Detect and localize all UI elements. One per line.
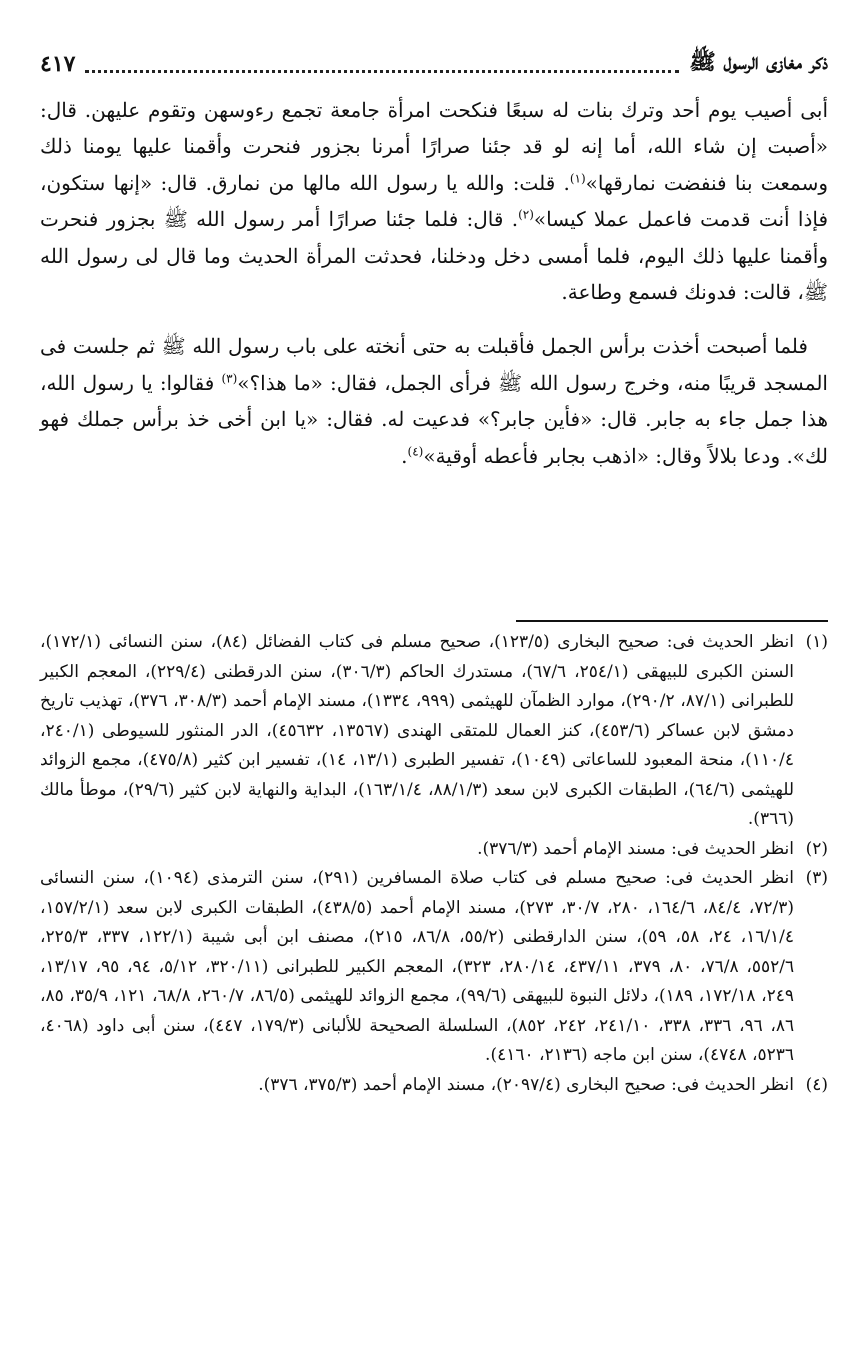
- paragraph-text: فقالوا: يا رسول الله، هذا جمل جاء به جابر. قال: «فأين جابر؟» فدعيت له. فقال: «يا ابن أخى خذ برأس جملك فهو لك». ودعا بلالاً وقال: «اذهب بجابر فأعطه أوقية»: [40, 370, 828, 468]
- footnote-item: [40, 835, 828, 865]
- main-text: [40, 92, 828, 474]
- footnote-item: [40, 628, 828, 835]
- paragraph: [40, 92, 828, 310]
- footnote-ref: (٣): [221, 371, 238, 386]
- footnote-item: [40, 1071, 828, 1101]
- paragraph-text: فلما أصبحت أخذت برأس الجمل فأقبلت به حتى أنخته على باب رسول الله ﷺ ثم جلست فى المسجد قريبًا منه، وخرج رسول الله ﷺ فرأى الجمل، فقال: «ما هذا؟»: [40, 334, 828, 395]
- footnote-text: انظر الحديث فى: صحيح مسلم فى كتاب صلاة المسافرين (٢٩١)، سنن الترمذى (١٠٩٤)، سنن النسائى (٧٢/٣، ٨٤/٤، ١٦٤/٦، ٢٨٠، ٣٠/٧، ٢٧٣)، مسند الإمام أحمد (٤٣٨/٥)، الطبقات الكبرى لابن سعد (١٥٧/٢/١، ١٦/١/٤، ٢٤، ٥٨، ٥٩)، سنن الدارقطنى (٥٥/٢، ٨٦/٨، ٢١٥)، مصنف ابن أبى شيبة (١٢٢/١، ٣٣٧، ٢٢٥/٣، ٥٥٢/٦، ٧٦/٨، ٨٠، ٣٧٩، ٤٣٧/١١، ٢٨٠/١٤، ٣٢٣)، المعجم الكبير للطبرانى (٣٢٠/١١، ٥/١٢، ٩٤، ٩٥، ١٣/١٧، ٢٤٩، ١٧٢/١٨، ١٨٩)، دلائل النبوة للبيهقى (٩٩/٦)، مجمع الزوائد للهيثمى (٨٦/٥، ٢٦٠/٧، ٦٨/٨، ١٢١، ٣٥/٩، ٨٥، ٨٦، ٩٦، ٣٣٦، ٣٣٨، ٢٤١/١٠، ٢٤٢، ٨٥٢)، السلسلة الصحيحة للألبانى (١٧٩/٣، ٤٤٧)، سنن أبى داود (٤٠٦٨، ٥٢٣٦، ٤٧٤٨)، سنن ابن ماجه (٢١٣٦، ٤١٦٠).: [40, 868, 795, 1065]
- footnote-text: انظر الحديث فى: مسند الإمام أحمد (٣٧٦/٣).: [477, 838, 794, 859]
- paragraph-text: . قال: فلما جئنا صرارًا أمر رسول الله ﷺ بجزور فنحرت وأقمنا عليها ذلك اليوم، فلما أمسى دخل ودخلنا، فحدثت المرأة الحديث وما قال لى رسول الله ﷺ، قالت: فدونك فسمع وطاعة.: [40, 207, 828, 305]
- page-number: ٤١٧: [40, 51, 76, 77]
- footnote-item: [40, 864, 828, 1071]
- footnote-separator: [516, 620, 828, 622]
- paragraph-text: أبى أصيب يوم أحد وترك بنات له سبعًا فنكحت امرأة جامعة تجمع رءوسهن وتقوم عليهن. قال: «أصبت إن شاء الله، أما إنه لو قد جئنا صرارًا أمرنا بجزور فنحرت وأقمنا عليها يومنا ذلك وسمعت بنا فنفضت نمارقها»: [40, 98, 829, 195]
- footnote-ref: (١): [569, 171, 586, 186]
- footnotes: [40, 628, 828, 1100]
- running-header: [40, 44, 828, 84]
- footnote-number: (٣): [805, 868, 828, 888]
- paragraph: [40, 328, 828, 474]
- footnote-number: (٢): [805, 838, 828, 859]
- footnote-ref: (٤): [407, 444, 424, 458]
- footnote-text: انظر الحديث فى: صحيح البخارى (٢٠٩٧/٤)، مسند الإمام أحمد (٣٧٥/٣، ٣٧٦).: [258, 1074, 794, 1095]
- footnote-number: (١): [805, 632, 828, 652]
- chapter-title: ذكر مغازى الرسول ﷺ: [689, 49, 828, 75]
- paragraph-text: .: [401, 443, 408, 468]
- footnote-ref: (٢): [518, 207, 534, 222]
- footnote-number: (٤): [805, 1074, 828, 1095]
- footnote-text: انظر الحديث فى: صحيح البخارى (١٢٣/٥)، صحيح مسلم فى كتاب الفضائل (٨٤)، سنن النسائى (١٧٢/١)، السنن الكبرى للبيهقى (٢٥٤/١، ٦٧/٦)، مستدرك الحاكم (٣٠٦/٣)، سنن الدرقطنى (٢٢٩/٤)، المعجم الكبير للطبرانى (٨٧/١، ٢٩٠/٢)، موارد الظمآن للهيثمى (٩٩٩، ١٣٣٤)، مسند الإمام أحمد (٣٠٨/٣، ٣٧٦)، تهذيب تاريخ دمشق لابن عساكر (٤٥٣/٦)، كنز العمال للمتقى الهندى (١٣٥٦٧، ٤٥٦٣٢)، الدر المنثور للسيوطى (٢٤٠/١، ١١٠/٤)، منحة المعبود للساعاتى (١٠٤٩)، تفسير الطبرى (١٣/١، ١٤)، تفسير ابن كثير (٤٧٥/٨)، مجمع الزوائد للهيثمى (٦٤/٦)، الطبقات الكبرى لابن سعد (٨٨/١/٣، ١٦٣/١/٤)، البداية والنهاية لابن كثير (٢٩/٦)، موطأ مالك (٣٦٦).: [40, 632, 795, 829]
- header-dot-leader: [85, 70, 679, 73]
- paragraph-text: . قلت: والله يا رسول الله مالها من نمارق. قال: «إنها ستكون، فإذا أنت قدمت فاعمل عملا كيسا»: [40, 170, 828, 232]
